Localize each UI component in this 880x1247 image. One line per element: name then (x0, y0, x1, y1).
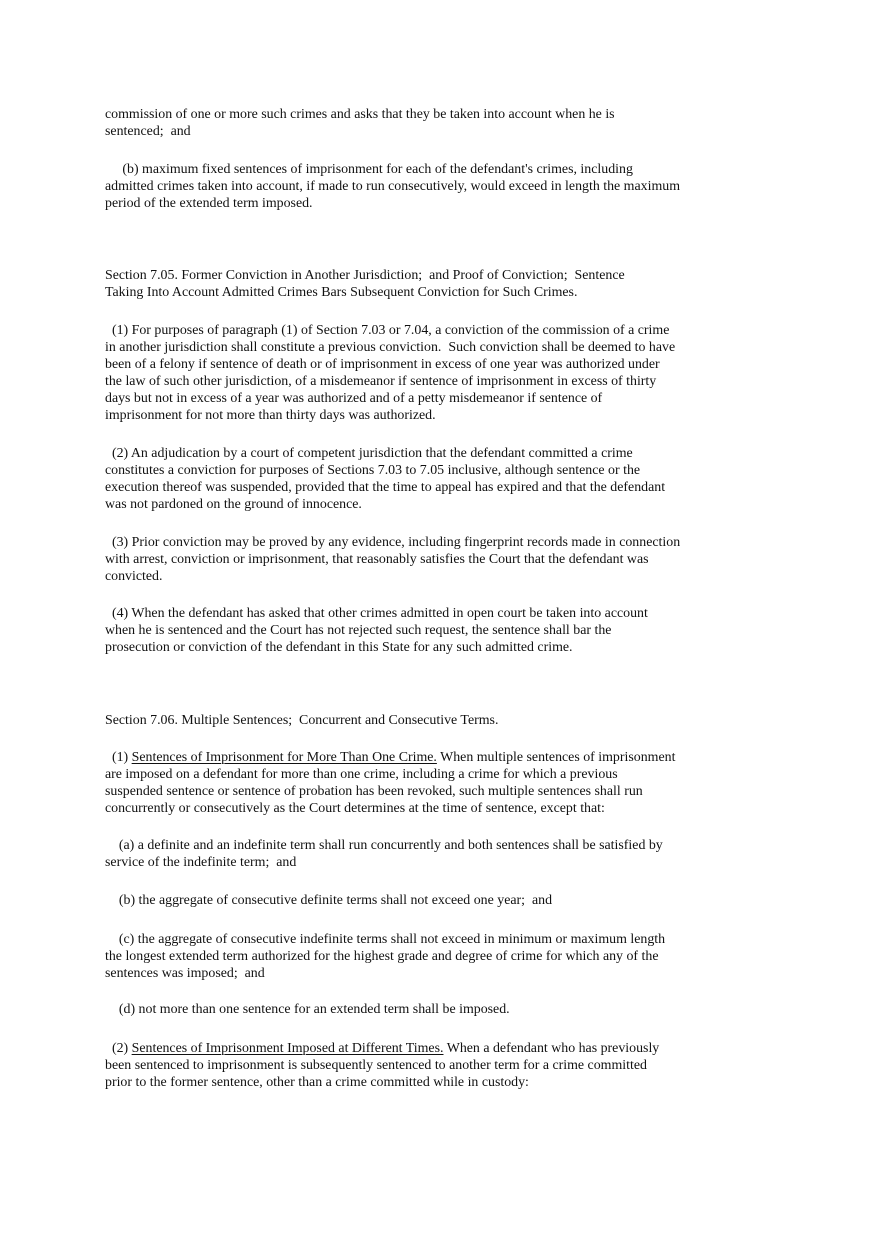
section-7-06-heading: Section 7.06. Multiple Sentences; Concurrent and Consecutive Terms. (105, 713, 499, 728)
section-7-05-paragraph-3: (3) Prior conviction may be proved by any evidence, including fingerprint records made in connection with arrest, conviction or imprisonment, that reasonably satisfies the Court that the defendant was convicted. (105, 535, 681, 584)
paragraph-2-underlined-heading: Sentences of Imprisonment Imposed at Different Times. (131, 1041, 444, 1056)
section-7-06-clause-a: (a) a definite and an indefinite term shall run concurrently and both sentences shall be satisfied by service of the indefinite term; and (105, 838, 663, 870)
section-7-06-clause-c: (c) the aggregate of consecutive indefinite terms shall not exceed in minimum or maximum length the longest extended term authorized for the highest grade and degree of crime for which any of the sentences was imposed; and (105, 932, 666, 981)
paragraph-continuation: commission of one or more such crimes and asks that they be taken into account when he is sentenced; and (105, 107, 615, 139)
section-7-06-paragraph-1 (105, 749, 745, 817)
paragraph-2-prefix: (2) (105, 1041, 132, 1056)
section-7-06-clause-d: (d) not more than one sentence for an extended term shall be imposed. (105, 1002, 510, 1017)
section-7-05-paragraph-2: (2) An adjudication by a court of competent jurisdiction that the defendant committed a crime constitutes a conviction for purposes of Sections 7.03 to 7.05 inclusive, although sentence or the execution thereof was suspended, provided that the time to appeal has expired and that the defendant was not pardoned on the ground of innocence. (105, 446, 666, 512)
paragraph-1-underlined-heading: Sentences of Imprisonment for More Than One Crime. (131, 750, 437, 765)
section-7-06-paragraph-2 (105, 1040, 745, 1091)
section-7-05-paragraph-4: (4) When the defendant has asked that other crimes admitted in open court be taken into account when he is sentenced and the Court has not rejected such request, the sentence shall bar the prosecution or conviction of the defendant in this State for any such admitted crime. (105, 606, 648, 655)
paragraph-1-body: When multiple sentences of imprisonment are imposed on a defendant for more than one crime, including a crime for which a previous suspended sentence or sentence of probation has been revoked, such multiple sentences shall run concurrently or consecutively as the Court determines at the time of sentence, except that: (105, 750, 676, 816)
section-7-06-clause-b: (b) the aggregate of consecutive definite terms shall not exceed one year; and (105, 893, 553, 908)
section-7-05-paragraph-1: (1) For purposes of paragraph (1) of Section 7.03 or 7.04, a conviction of the commission of a crime in another jurisdiction shall constitute a previous conviction. Such conviction shall be deemed to have been of a felony if sentence of death or of imprisonment in excess of one year was authorized under the law of such other jurisdiction, of a misdemeanor if sentence of imprisonment in excess of thirty days but not in excess of a year was authorized and of a petty misdemeanor if sentence of imprisonment for not more than thirty days was authorized. (105, 323, 676, 423)
paragraph-2-body: When a defendant who has previously been sentenced to imprisonment is subsequently sentenced to another term for a crime committed prior to the former sentence, other than a crime committed while in custody: (105, 1041, 660, 1090)
section-7-05-heading: Section 7.05. Former Conviction in Another Jurisdiction; and Proof of Conviction; Sentence Taking Into Account Admitted Crimes Bars Subsequent Conviction for Such Crimes. (105, 268, 625, 300)
paragraph-1-prefix: (1) (105, 750, 132, 765)
paragraph-clause-b: (b) maximum fixed sentences of imprisonment for each of the defendant's crimes, including admitted crimes taken into account, if made to run consecutively, would exceed in length the maximum period of the extended term imposed. (105, 162, 681, 211)
